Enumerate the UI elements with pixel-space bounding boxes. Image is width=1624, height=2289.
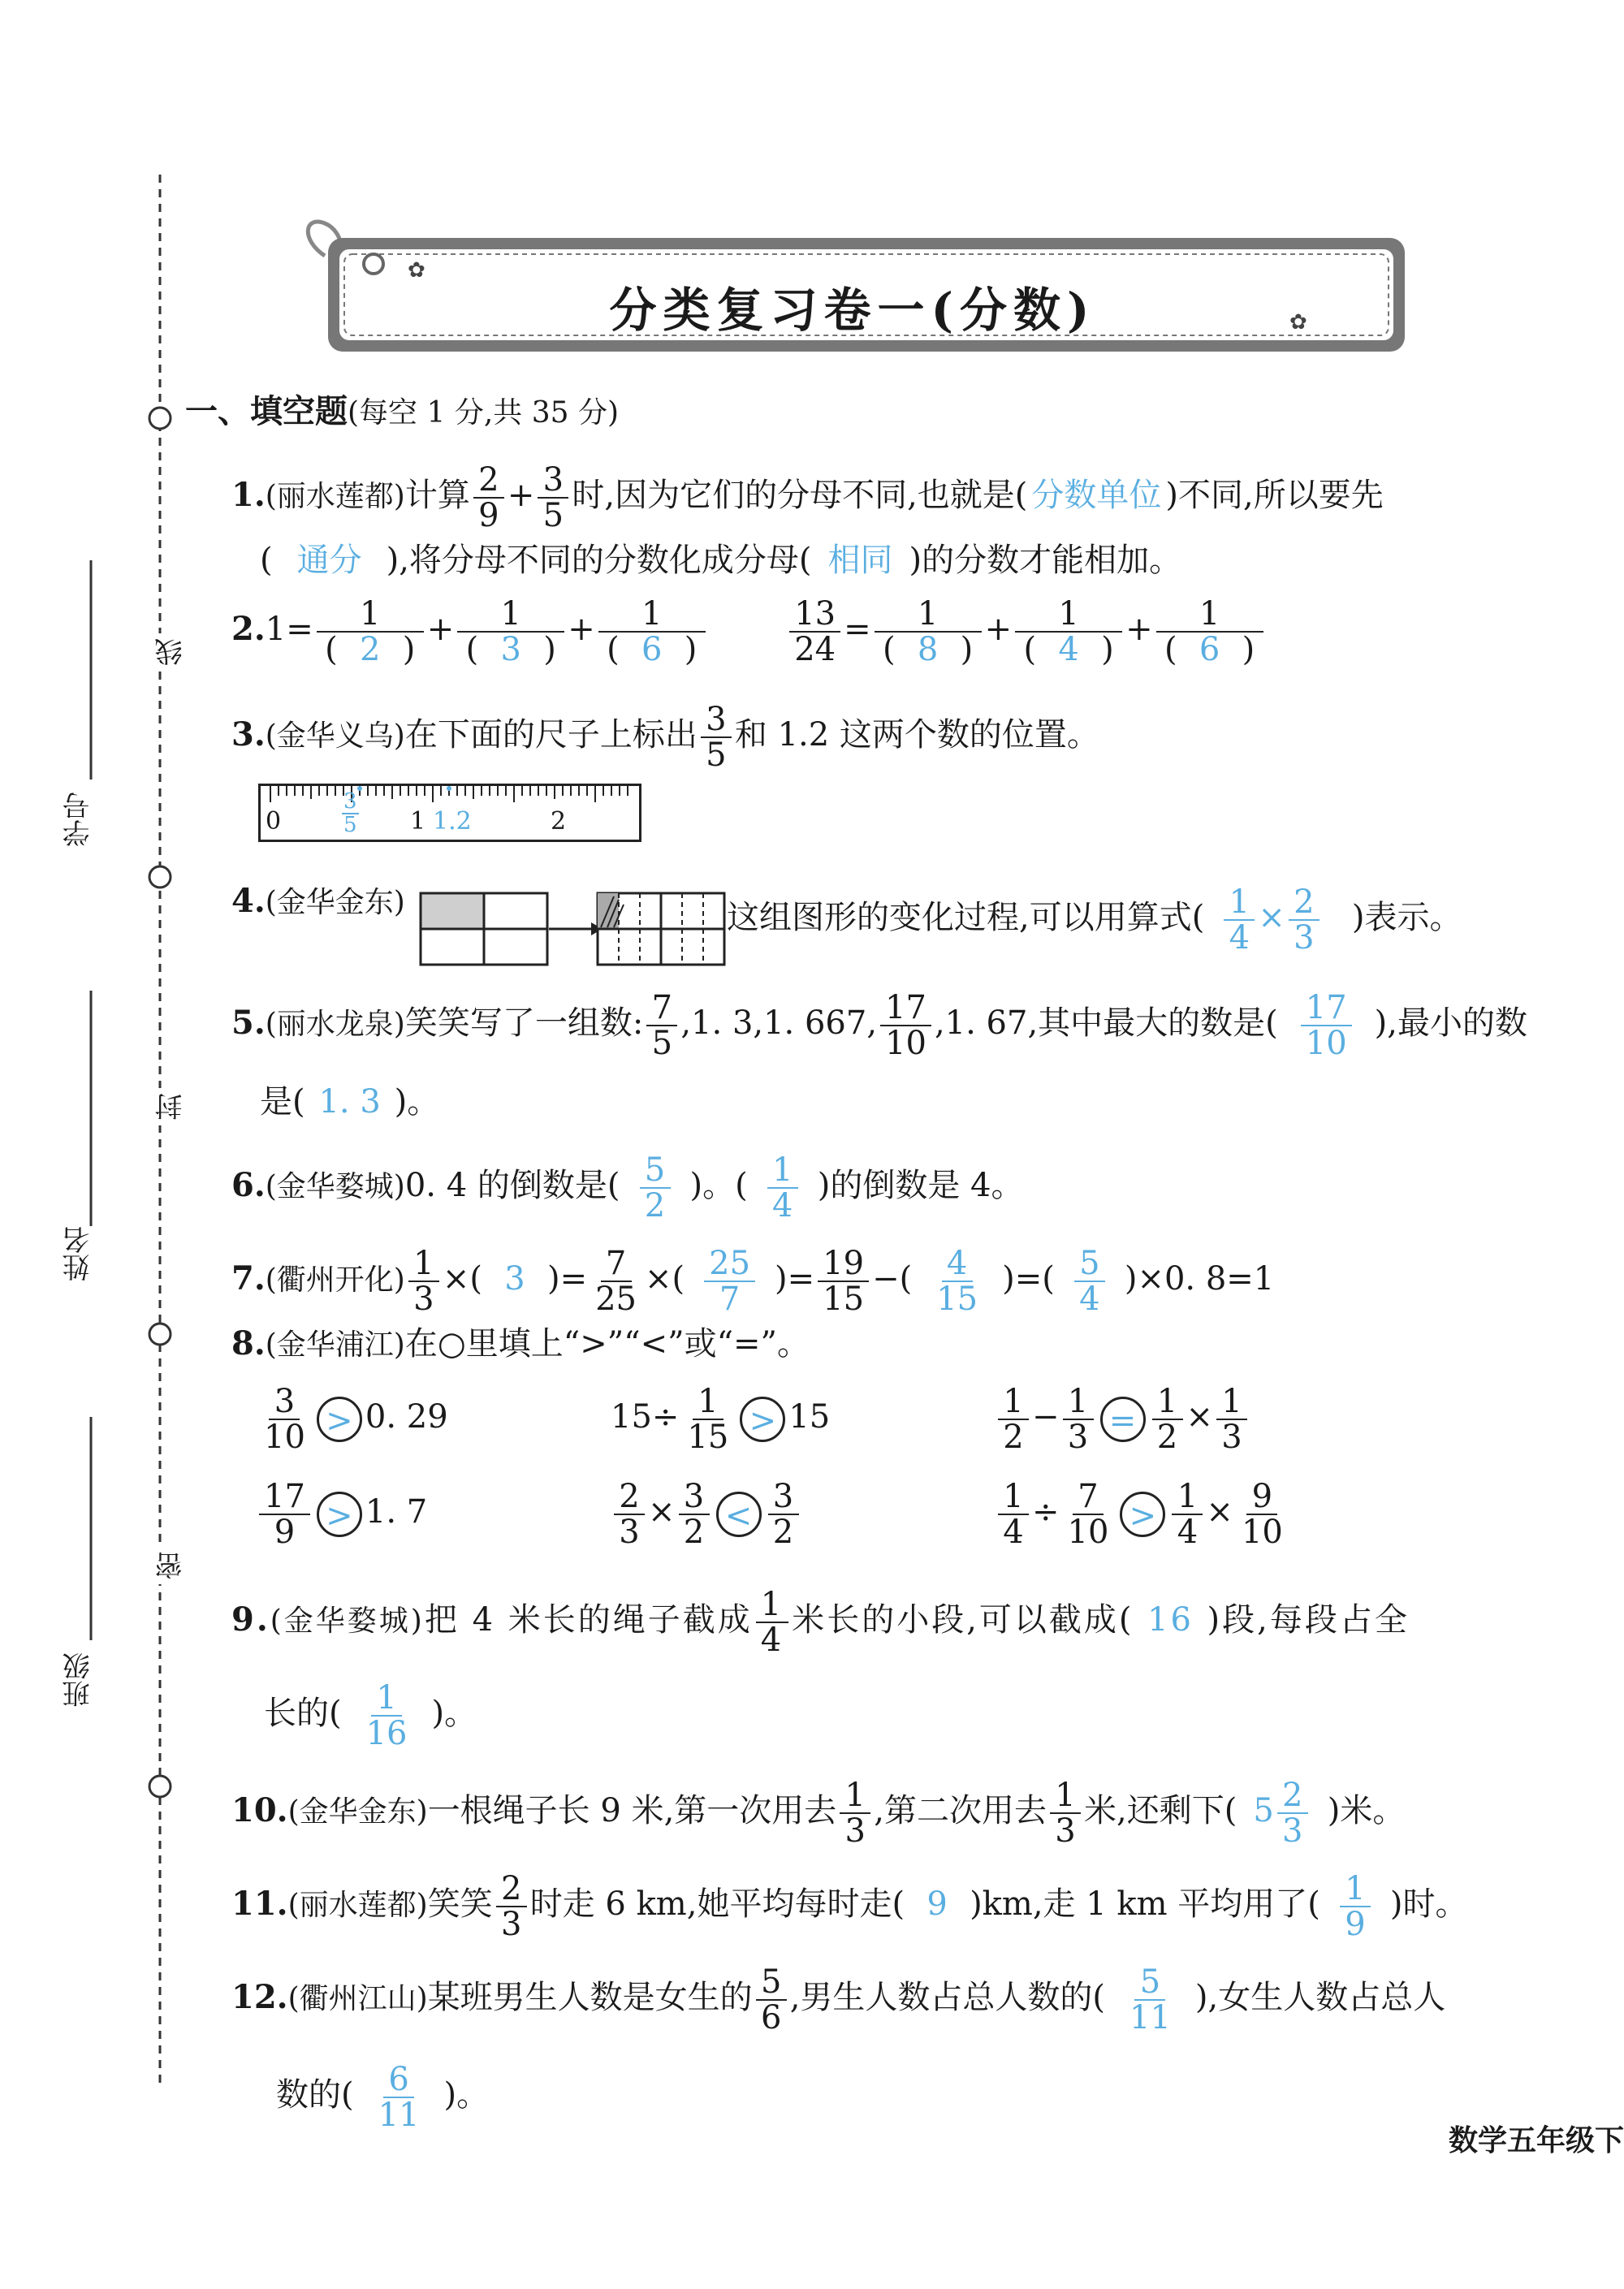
q9-number: 9. <box>231 1600 270 1639</box>
q5-frac-b: $\frac{17}{10}$ <box>880 991 931 1060</box>
q8-number: 8. <box>231 1324 266 1363</box>
q5-text-2: ,1. 3,1. 667, <box>680 1004 878 1042</box>
q8-r2-c-circle[interactable]: > <box>1120 1492 1165 1537</box>
q8-r1-c-circle[interactable]: = <box>1100 1397 1146 1442</box>
q9-text-4: 长的( <box>264 1695 342 1732</box>
q5-answer-frac[interactable]: $\frac{17}{10}$ <box>1301 991 1352 1060</box>
q1-text-6: )的分数才能相加。 <box>909 542 1182 579</box>
q9-answer-1[interactable]: 16 <box>1147 1601 1194 1639</box>
q6-number: 6. <box>231 1166 266 1204</box>
q2-lhs: 1= <box>265 611 313 648</box>
q1-text-5: ),将分母不同的分数化成分母( <box>386 542 812 579</box>
q2-b-answer-1[interactable]: 8 <box>917 631 939 668</box>
q6-answer-frac-b[interactable]: $\frac{1}{4}$ <box>767 1153 798 1223</box>
q1-answer-3[interactable]: 相同 <box>827 542 893 579</box>
q3-text-2: 和 1.2 这两个数的位置。 <box>734 716 1099 754</box>
q9-text: 把 4 米长的绳子截成 <box>424 1601 753 1639</box>
q8-r2-c: $\frac{1}{4}$ ÷ $\frac{7}{10}$ > $\frac{1}{4}$ × $\frac{9}{10}$ <box>995 1479 1291 1549</box>
q12-source: (衢州江山) <box>287 1982 428 2015</box>
question-12-line2 <box>276 2062 489 2132</box>
section-title: 一、填空题 <box>185 392 348 430</box>
q12-frac: $\frac{5}{6}$ <box>756 1965 787 2035</box>
q3-text: 在下面的尺子上标出 <box>404 716 698 754</box>
q9-source: (金华婺城) <box>270 1604 425 1638</box>
ruler-label-2: 2 <box>551 807 567 836</box>
q9-text-5: )。 <box>431 1695 477 1732</box>
q5-source: (丽水龙泉) <box>265 1008 405 1041</box>
q11-source: (丽水莲都) <box>287 1889 428 1922</box>
xian-label: 线 <box>151 633 191 671</box>
q2-a-frac-1: $\frac{1}{( 2 )}$ <box>317 597 424 667</box>
q4-figures <box>419 892 728 968</box>
q12-text-3: ),女生人数占总人 <box>1194 1979 1446 2016</box>
q7-answer-4[interactable]: $\frac{5}{4}$ <box>1074 1246 1105 1316</box>
feng-label: 封 <box>151 1088 191 1125</box>
question-1: 1.(丽水莲都)计算 $\frac{2}{9}$ + $\frac{3}{5}$ 时,因为它们的分母不同,也就是( 分数单位 )不同,所以要先 <box>231 461 1384 534</box>
q7-source: (衢州开化) <box>265 1263 405 1297</box>
q1-answer-1[interactable]: 分数单位 <box>1031 477 1162 514</box>
q5-frac-a: $\frac{7}{5}$ <box>646 991 677 1060</box>
q12-number: 12. <box>231 1978 288 2016</box>
question-4-text <box>727 885 1462 955</box>
question-1-line2 <box>260 544 1181 577</box>
question-9-line2 <box>264 1681 477 1751</box>
q10-frac-a: $\frac{1}{3}$ <box>840 1778 870 1848</box>
q1-text-2: 时,因为它们的分母不同,也就是( <box>572 477 1028 514</box>
q7-frac-a: $\frac{1}{3}$ <box>408 1246 439 1316</box>
question-6 <box>231 1153 1024 1223</box>
q2-b-frac-3: $\frac{1}{( 6 )}$ <box>1156 597 1263 667</box>
q6-answer-frac-a[interactable]: $\frac{5}{2}$ <box>640 1153 671 1223</box>
q5-text-3: ,1. 67,其中最大的数是( <box>934 1004 1278 1042</box>
q7-frac-b: $\frac{7}{25}$ <box>595 1245 637 1318</box>
q9-text-3: )段,每段占全 <box>1207 1601 1410 1639</box>
q1-frac-a: $\frac{2}{9}$ <box>473 463 504 533</box>
q6-text-2: )。( <box>689 1167 748 1204</box>
q12-answer-frac-2[interactable]: $\frac{6}{11}$ <box>378 2061 420 2134</box>
q12-text-5: )。 <box>443 2076 490 2114</box>
q11-answer-frac[interactable]: $\frac{1}{9}$ <box>1340 1872 1371 1941</box>
q2-number: 2. <box>231 610 266 648</box>
q10-answer-whole[interactable]: 5 <box>1253 1792 1274 1829</box>
ruler-mark-frac: $\frac{3}{5}$ <box>343 789 357 838</box>
q1-answer-2[interactable]: 通分 <box>296 542 362 579</box>
q2-b-answer-2[interactable]: 4 <box>1058 631 1079 668</box>
q1-number: 1. <box>231 476 266 514</box>
question-4 <box>231 882 405 920</box>
q9-answer-frac[interactable]: $\frac{1}{16}$ <box>365 1679 408 1752</box>
q3-frac: $\frac{3}{5}$ <box>701 702 732 772</box>
q10-number: 10. <box>231 1791 288 1829</box>
q6-text-3: )的倒数是 4。 <box>817 1167 1024 1204</box>
q10-text-4: )米。 <box>1327 1792 1406 1829</box>
q5-text: 笑笑写了一组数: <box>404 1004 644 1042</box>
q4-answer-times: × <box>1258 899 1285 936</box>
q6-source: (金华婺城) <box>265 1170 405 1203</box>
svg-text:✿: ✿ <box>1289 310 1307 335</box>
q5-text-4: ),最小的数 <box>1374 1004 1527 1042</box>
q2-a-frac-2: $\frac{1}{( 3 )}$ <box>457 597 564 667</box>
q2-b-frac-1: $\frac{1}{( 8 )}$ <box>875 597 982 667</box>
q2-b-frac-2: $\frac{1}{( 4 )}$ <box>1015 597 1122 667</box>
q3-number: 3. <box>231 715 266 754</box>
question-3 <box>231 702 1099 772</box>
q1-text-4: ( <box>260 542 273 579</box>
question-5-line2 <box>260 1083 440 1121</box>
q8-r2-b-circle[interactable]: < <box>716 1492 762 1537</box>
q8-r2-a-circle[interactable]: > <box>317 1492 362 1537</box>
q1-text-3: )不同,所以要先 <box>1165 477 1384 514</box>
q5-answer-2[interactable]: 1. 3 <box>318 1083 381 1121</box>
q5-text-6: )。 <box>394 1083 440 1121</box>
q11-answer-1[interactable]: 9 <box>926 1885 948 1923</box>
q12-answer-frac-1[interactable]: $\frac{5}{11}$ <box>1129 1963 1171 2036</box>
q4-text-2: )表示。 <box>1351 899 1462 936</box>
q8-r1-c: $\frac{1}{2}$ − $\frac{1}{3}$ = $\frac{1}{2}$ × $\frac{1}{3}$ <box>995 1384 1250 1454</box>
q10-text: 一根绳子长 9 米,第一次用去 <box>427 1792 837 1829</box>
q2-a-answer-1[interactable]: 2 <box>360 631 381 668</box>
q7-frac-c: $\frac{19}{15}$ <box>818 1246 869 1316</box>
class-label: 班级 <box>63 1652 95 1708</box>
q7-answer-3[interactable]: $\frac{4}{15}$ <box>936 1245 978 1318</box>
q10-source: (金华金东) <box>287 1795 428 1829</box>
q9-frac: $\frac{1}{4}$ <box>756 1587 788 1657</box>
question-12 <box>231 1965 1445 2035</box>
ruler-label-0: 0 <box>266 807 282 836</box>
q11-text: 笑笑 <box>427 1885 493 1923</box>
student-number-label: 学号 <box>63 792 95 847</box>
name-label: 姓名 <box>63 1226 95 1281</box>
q2-a-frac-3: $\frac{1}{( 6 )}$ <box>598 597 706 667</box>
page-title: 分类复习卷一(分数) <box>609 283 1096 338</box>
mi-label: 密 <box>151 1547 191 1584</box>
q10-text-3: 米,还剩下( <box>1084 1792 1237 1829</box>
q1-source: (丽水莲都) <box>265 480 405 513</box>
q3-source: (金华义乌) <box>265 719 405 753</box>
q2-b-lhs: $\frac{13}{24}$ <box>789 597 840 667</box>
section-heading <box>185 392 620 430</box>
ruler <box>258 784 641 842</box>
q8-r1-a: $\frac{3}{10}$ > 0. 29 <box>264 1383 448 1456</box>
section-note: (每空 1 分,共 35 分) <box>348 396 620 430</box>
q10-text-2: ,第二次用去 <box>874 1792 1047 1829</box>
q1-frac-b: $\frac{3}{5}$ <box>538 463 568 533</box>
q5-number: 5. <box>231 1004 266 1042</box>
q2-b-answer-3[interactable]: 6 <box>1199 631 1220 668</box>
q1-text: 计算 <box>404 477 470 514</box>
q6-text: 0. 4 的倒数是( <box>404 1167 620 1204</box>
q12-text: 某班男生人数是女生的 <box>427 1979 753 2016</box>
ruler-label-1: 1 <box>410 807 426 836</box>
q11-text-2: 时走 6 km,她平均每时走( <box>529 1885 905 1923</box>
question-2: 2.1= $\frac{1}{( 2 )}$ + $\frac{1}{( 3 )}$ + $\frac{1}{( 6 )}$ $\frac{13}{24}$ = $\frac{1}{( 8 )}$ + $\frac{1}{( 4 )}$ + $\frac{1}{( 6 )}$ <box>231 597 1267 667</box>
question-5 <box>231 991 1527 1060</box>
q8-r2-b: $\frac{2}{3}$ × $\frac{3}{2}$ < $\frac{3}{2}$ <box>611 1479 802 1549</box>
q9-text-2: 米长的小段,可以截成( <box>792 1601 1134 1639</box>
q8-source: (金华浦江) <box>265 1328 405 1362</box>
q8-r1-b-circle[interactable]: > <box>740 1397 785 1442</box>
question-9 <box>231 1587 1410 1657</box>
q12-text-2: ,男生人数占总人数的( <box>789 1979 1106 2016</box>
q11-frac: $\frac{2}{3}$ <box>496 1872 527 1941</box>
question-11 <box>231 1872 1468 1941</box>
q4-answer-frac-b[interactable]: $\frac{2}{3}$ <box>1289 885 1320 955</box>
q10-frac-b: $\frac{1}{3}$ <box>1050 1778 1081 1848</box>
q4-text: 这组图形的变化过程,可以用算式( <box>727 899 1205 936</box>
q8-r1-b: 15÷ $\frac{1}{15}$ > 15 <box>611 1383 831 1456</box>
q2-a-answer-3[interactable]: 6 <box>641 631 663 668</box>
q4-source: (金华金东) <box>265 886 405 919</box>
q7-answer-2[interactable]: $\frac{25}{7}$ <box>704 1246 755 1316</box>
question-10 <box>231 1778 1405 1848</box>
q8-r1-a-circle[interactable]: > <box>317 1397 362 1442</box>
q4-number: 4. <box>231 882 266 920</box>
q8-text: 在○里填上“>”“<”或“=”。 <box>404 1325 810 1363</box>
question-8 <box>231 1324 810 1363</box>
q11-text-4: )时。 <box>1389 1885 1468 1923</box>
binding-margin <box>0 0 211 2289</box>
q5-text-5: 是( <box>260 1083 305 1121</box>
q7-answer-1[interactable]: 3 <box>504 1260 525 1298</box>
q2-a-answer-2[interactable]: 3 <box>500 631 521 668</box>
question-7: 7.(衢州开化) $\frac{1}{3}$ ×( 3 )= $\frac{7}{25}$ ×( $\frac{25}{7}$ )= $\frac{19}{15}$ −( $\frac{4}{15}$ )=( $\frac{5}{4}$ )×0. 8=1 <box>231 1245 1275 1318</box>
q4-answer-frac-a[interactable]: $\frac{1}{4}$ <box>1224 885 1255 955</box>
q11-text-3: )km,走 1 km 平均用了( <box>970 1885 1320 1923</box>
footer-label: 数学五年级下 <box>1448 2124 1624 2157</box>
q11-number: 11. <box>231 1885 288 1923</box>
q10-answer-frac[interactable]: $\frac{2}{3}$ <box>1277 1778 1308 1848</box>
q12-text-4: 数的( <box>276 2076 354 2114</box>
ruler-mark-dec: 1.2 <box>433 807 472 836</box>
q7-number: 7. <box>231 1259 266 1298</box>
svg-text:✿: ✿ <box>408 258 425 283</box>
q8-r2-a: $\frac{17}{9}$ > 1. 7 <box>256 1479 427 1549</box>
